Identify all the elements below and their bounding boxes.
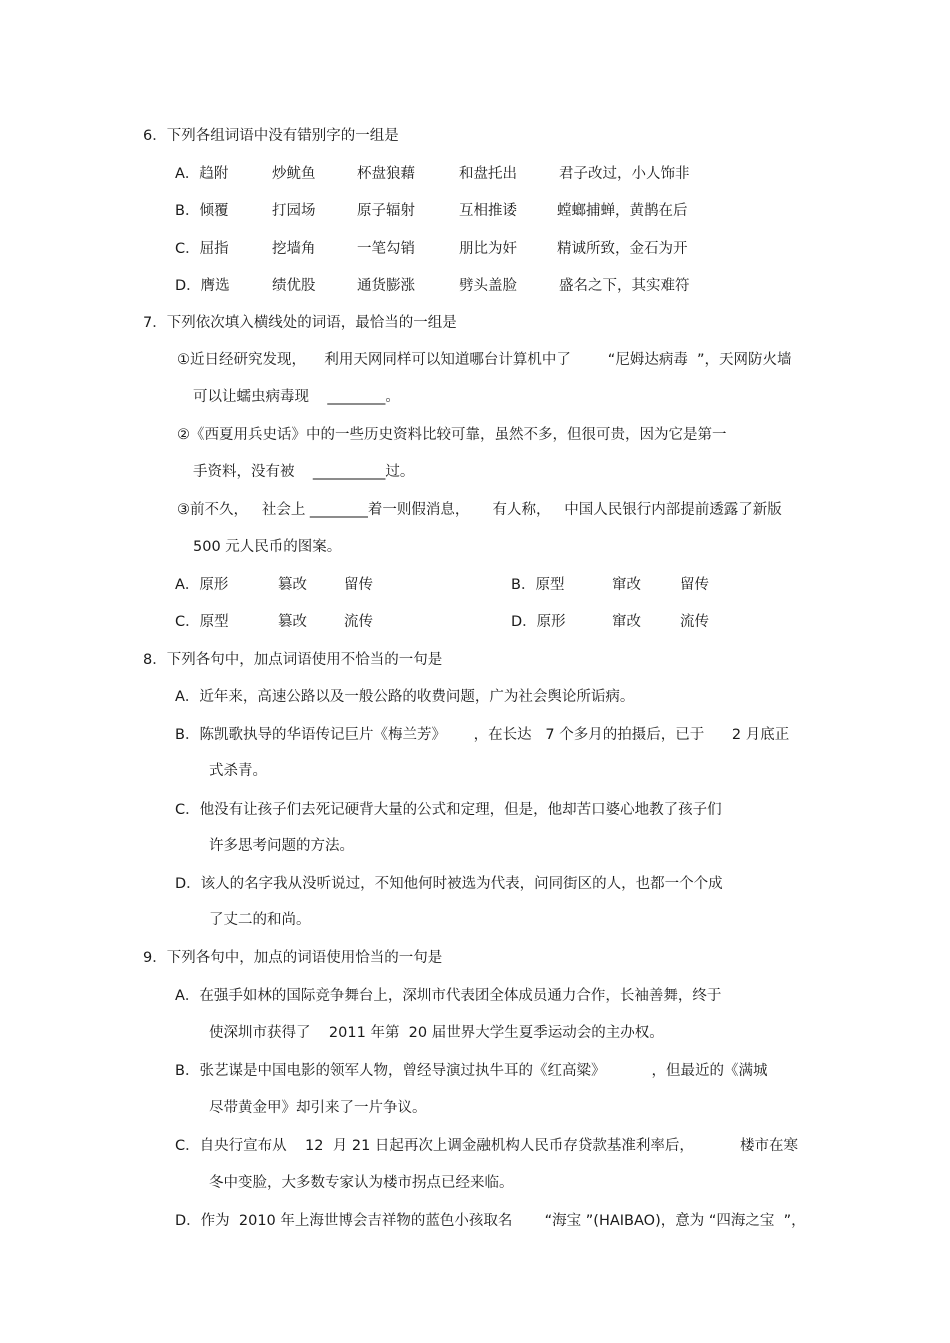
q8-option-d-line-1: D．该人的名字我从没听说过，不知他何时被选为代表，问同街区的人，也都一个个成 bbox=[175, 876, 723, 892]
q7-sentence-2-line-1: ②《西夏用兵史话》中的一些历史资料比较可靠，虽然不多，但很可贵，因为它是第一 bbox=[177, 427, 727, 443]
q7-option-c-word-2: 篡改 bbox=[278, 614, 307, 630]
q7-sentence-3-line-1: ③前不久， 社会上 ________着一则假消息， 有人称， 中国人民银行内部提前透露了新版 bbox=[177, 502, 782, 518]
q7-option-a-word-2: 篡改 bbox=[278, 577, 307, 593]
q6-option-a-word-3: 杯盘狼藉 bbox=[357, 166, 415, 182]
q7-option-a-label: A．原形 bbox=[175, 577, 229, 593]
question-7-stem: 7．下列依次填入横线处的词语，最恰当的一组是 bbox=[143, 315, 457, 331]
q7-option-d-label: D．原形 bbox=[511, 614, 566, 630]
q6-option-c-word-3: 一笔勾销 bbox=[357, 241, 415, 257]
q7-sentence-3-line-2: 500 元人民币的图案。 bbox=[193, 539, 342, 555]
q9-option-b-line-1: B．张艺谋是中国电影的领军人物，曾经导演过执牛耳的《红高粱》 ，但最近的《满城 bbox=[175, 1063, 768, 1079]
q7-sentence-2-line-2: 手资料，没有被 __________过。 bbox=[193, 464, 415, 480]
q7-option-b-word-2: 窜改 bbox=[612, 577, 641, 593]
q6-option-a-word-4: 和盘托出 bbox=[459, 166, 517, 182]
q7-option-d-word-2: 窜改 bbox=[612, 614, 641, 630]
question-9-stem: 9．下列各句中，加点的词语使用恰当的一句是 bbox=[143, 950, 443, 966]
q7-option-c-word-3: 流传 bbox=[344, 614, 373, 630]
q9-option-c-line-2: 冬中变脸，大多数专家认为楼市拐点已经来临。 bbox=[209, 1175, 514, 1191]
q7-option-a-word-3: 留传 bbox=[344, 577, 373, 593]
question-6-stem: 6．下列各组词语中没有错别字的一组是 bbox=[143, 128, 399, 144]
q6-option-a-label: A．趋附 bbox=[175, 166, 229, 182]
question-8-stem: 8．下列各句中，加点词语使用不恰当的一句是 bbox=[143, 652, 443, 668]
q9-option-d-line-1: D．作为 2010 年上海世博会吉祥物的蓝色小孩取名 “海宝 ”(HAIBAO)，意为 “四海之宝 ”， bbox=[175, 1213, 806, 1229]
q9-option-a-line-1: A．在强手如林的国际竞争舞台上，深圳市代表团全体成员通力合作，长袖善舞，终于 bbox=[175, 988, 722, 1004]
q6-option-a-word-2: 炒鱿鱼 bbox=[272, 166, 316, 182]
q9-option-c-line-1: C．自央行宣布从 12 月 21 日起再次上调金融机构人民币存贷款基准利率后， 楼市在寒 bbox=[175, 1138, 798, 1154]
q8-option-c-line-1: C．他没有让孩子们去死记硬背大量的公式和定理，但是，他却苦口婆心地教了孩子们 bbox=[175, 802, 722, 818]
q9-option-a-line-2: 使深圳市获得了 2011 年第 20 届世界大学生夏季运动会的主办权。 bbox=[209, 1025, 664, 1041]
q8-option-c-line-2: 许多思考问题的方法。 bbox=[209, 838, 354, 854]
q6-option-d-word-4: 劈头盖脸 bbox=[459, 278, 517, 294]
q6-option-c-word-2: 挖墙角 bbox=[272, 241, 316, 257]
q6-option-b-word-2: 打园场 bbox=[272, 203, 316, 219]
q6-option-d-word-2: 绩优股 bbox=[272, 278, 316, 294]
q8-option-b-line-1: B．陈凯歌执导的华语传记巨片《梅兰芳》 ，在长达 7 个多月的拍摄后，已于 2 月底正 bbox=[175, 727, 790, 743]
q8-option-a: A．近年来，高速公路以及一般公路的收费问题，广为社会舆论所诟病。 bbox=[175, 689, 635, 705]
q7-option-b-label: B．原型 bbox=[511, 577, 565, 593]
q9-option-b-line-2: 尽带黄金甲》却引来了一片争议。 bbox=[209, 1100, 427, 1116]
q7-option-c-label: C．原型 bbox=[175, 614, 229, 630]
q7-option-d-word-3: 流传 bbox=[680, 614, 709, 630]
q6-option-d-word-3: 通货膨涨 bbox=[357, 278, 415, 294]
q6-option-c-word-4: 朋比为奸 bbox=[459, 241, 517, 257]
q8-option-b-line-2: 式杀青。 bbox=[209, 763, 267, 779]
q6-option-a-word-5: 君子改过，小人饰非 bbox=[559, 166, 690, 182]
q6-option-b-word-4: 互相推诿 bbox=[459, 203, 517, 219]
q6-option-c-word-5: 精诚所致，金石为开 bbox=[557, 241, 688, 257]
q6-option-b-word-3: 原子辐射 bbox=[357, 203, 415, 219]
q6-option-c-label: C．屈指 bbox=[175, 241, 229, 257]
q7-sentence-1-line-1: ①近日经研究发现， 利用天网同样可以知道哪台计算机中了 “尼姆达病毒 ”，天网防火墙 bbox=[177, 352, 792, 368]
q6-option-b-label: B．倾覆 bbox=[175, 203, 229, 219]
q7-option-b-word-3: 留传 bbox=[680, 577, 709, 593]
q6-option-d-label: D．膺选 bbox=[175, 278, 230, 294]
q8-option-d-line-2: 了丈二的和尚。 bbox=[209, 912, 311, 928]
q7-sentence-1-line-2: 可以让蠕虫病毒现 ________。 bbox=[193, 389, 400, 405]
q6-option-b-word-5: 螳螂捕蝉，黄鹊在后 bbox=[557, 203, 688, 219]
q6-option-d-word-5: 盛名之下，其实难符 bbox=[559, 278, 690, 294]
